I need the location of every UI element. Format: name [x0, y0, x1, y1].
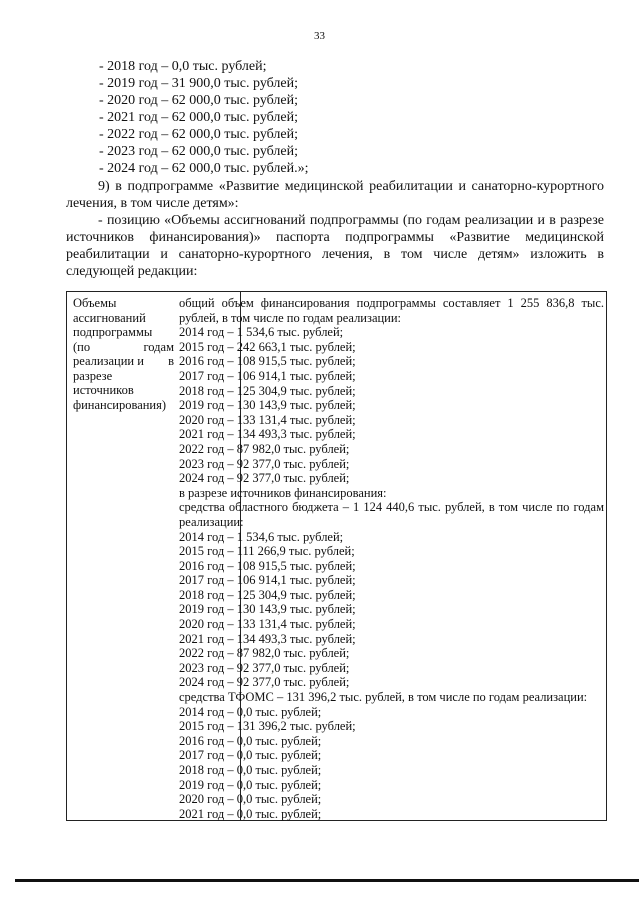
label-word: в: [168, 354, 174, 368]
funding-list-item: - 2019 год – 31 900,0 тыс. рублей;: [99, 76, 299, 91]
funding-list-item: - 2024 год – 62 000,0 тыс. рублей.»;: [99, 161, 309, 176]
label-line: разрезе: [73, 368, 113, 383]
tfoms-year-line: 2015 год – 131 396,2 тыс. рублей;: [179, 719, 356, 734]
total-year-line: 2015 год – 242 663,1 тыс. рублей;: [179, 339, 356, 354]
tfoms-year-line: 2020 год – 0,0 тыс. рублей;: [179, 792, 322, 807]
total-year-line: 2018 год – 125 304,9 тыс. рублей;: [179, 383, 356, 398]
label-line: ассигнований: [73, 310, 146, 325]
funding-list-item: - 2020 год – 62 000,0 тыс. рублей;: [99, 93, 299, 108]
funding-list-item: - 2018 год – 0,0 тыс. рублей;: [99, 59, 267, 74]
page-number: 33: [314, 30, 325, 42]
sources-heading: в разрезе источников финансирования:: [179, 485, 387, 500]
tfoms-year-line: 2016 год – 0,0 тыс. рублей;: [179, 733, 322, 748]
label-word: годам: [143, 339, 174, 354]
label-line: [73, 354, 174, 369]
subprogram-paragraph: 9) в подпрограмме «Развитие медицинской реабилитации и санаторно-курортного лечения, в том числе детям»:: [66, 179, 604, 211]
label-line: подпрограммы: [73, 325, 153, 339]
tfoms-year-line: 2017 год – 0,0 тыс. рублей;: [179, 748, 322, 763]
total-year-line: 2014 год – 1 534,6 тыс. рублей;: [179, 325, 344, 340]
position-paragraph: - позицию «Объемы ассигнований подпрограммы (по годам реализации и в разрезе источников финансирования)» паспорта подпрограммы «Развитие медицинской реабилитации и санаторно-курортного лечения, в том числе детям» изложить в следующей редакции:: [66, 213, 604, 279]
table-label-cell: [73, 296, 174, 412]
regional-year-line: 2015 год – 111 266,9 тыс. рублей;: [179, 544, 355, 559]
tfoms-year-line: 2018 год – 0,0 тыс. рублей;: [179, 763, 322, 777]
regional-year-line: 2019 год – 130 143,9 тыс. рублей;: [179, 602, 356, 617]
total-year-line: 2021 год – 134 493,3 тыс. рублей;: [179, 427, 356, 442]
total-year-line: 2016 год – 108 915,5 тыс. рублей;: [179, 354, 356, 369]
total-year-line: 2024 год – 92 377,0 тыс. рублей;: [179, 471, 350, 486]
total-year-line: 2023 год – 92 377,0 тыс. рублей;: [179, 456, 350, 471]
funding-list-item: - 2022 год – 62 000,0 тыс. рублей;: [99, 127, 299, 142]
tfoms-text: средства ТФОМС – 131 396,2 тыс. рублей, в том числе по годам реализации:: [179, 690, 588, 705]
regional-budget-text: средства областного бюджета – 1 124 440,6 тыс. рублей, в том числе по годам реализации:: [179, 500, 604, 529]
label-word: реализации и: [73, 354, 144, 368]
total-year-line: 2022 год – 87 982,0 тыс. рублей;: [179, 441, 350, 456]
regional-year-line: 2018 год – 125 304,9 тыс. рублей;: [179, 587, 356, 602]
regional-year-line: 2024 год – 92 377,0 тыс. рублей;: [179, 675, 350, 690]
funding-table: [66, 291, 607, 821]
tfoms-year-line: 2014 год – 0,0 тыс. рублей;: [179, 704, 322, 719]
funding-list-item: - 2021 год – 62 000,0 тыс. рублей;: [99, 110, 299, 125]
total-year-line: 2017 год – 106 914,1 тыс. рублей;: [179, 368, 356, 383]
label-line: финансирования): [73, 397, 167, 412]
label-line: [73, 340, 174, 355]
page-bottom-rule: [15, 879, 639, 882]
table-value-cell: [179, 296, 604, 821]
tfoms-year-line: 2019 год – 0,0 тыс. рублей;: [179, 777, 322, 792]
label-line: источников: [73, 383, 134, 397]
label-word: (по: [73, 339, 91, 354]
total-year-line: 2020 год – 133 131,4 тыс. рублей;: [179, 412, 356, 427]
regional-year-line: 2014 год – 1 534,6 тыс. рублей;: [179, 529, 344, 544]
total-year-line: 2019 год – 130 143,9 тыс. рублей;: [179, 398, 356, 413]
regional-year-line: 2017 год – 106 914,1 тыс. рублей;: [179, 573, 356, 588]
regional-year-line: 2016 год – 108 915,5 тыс. рублей;: [179, 558, 356, 573]
label-line: Объемы: [73, 296, 117, 310]
tfoms-year-line: 2021 год – 0,0 тыс. рублей;: [179, 806, 322, 821]
funding-list-item: - 2023 год – 62 000,0 тыс. рублей;: [99, 144, 299, 159]
regional-year-line: 2023 год – 92 377,0 тыс. рублей;: [179, 660, 350, 675]
total-funding-text: общий объем финансирования подпрограммы составляет 1 255 836,8 тыс. рублей, в том числе по годам реализации:: [179, 296, 604, 325]
regional-year-line: 2022 год – 87 982,0 тыс. рублей;: [179, 646, 350, 661]
regional-year-line: 2021 год – 134 493,3 тыс. рублей;: [179, 631, 356, 646]
regional-year-line: 2020 год – 133 131,4 тыс. рублей;: [179, 617, 356, 632]
